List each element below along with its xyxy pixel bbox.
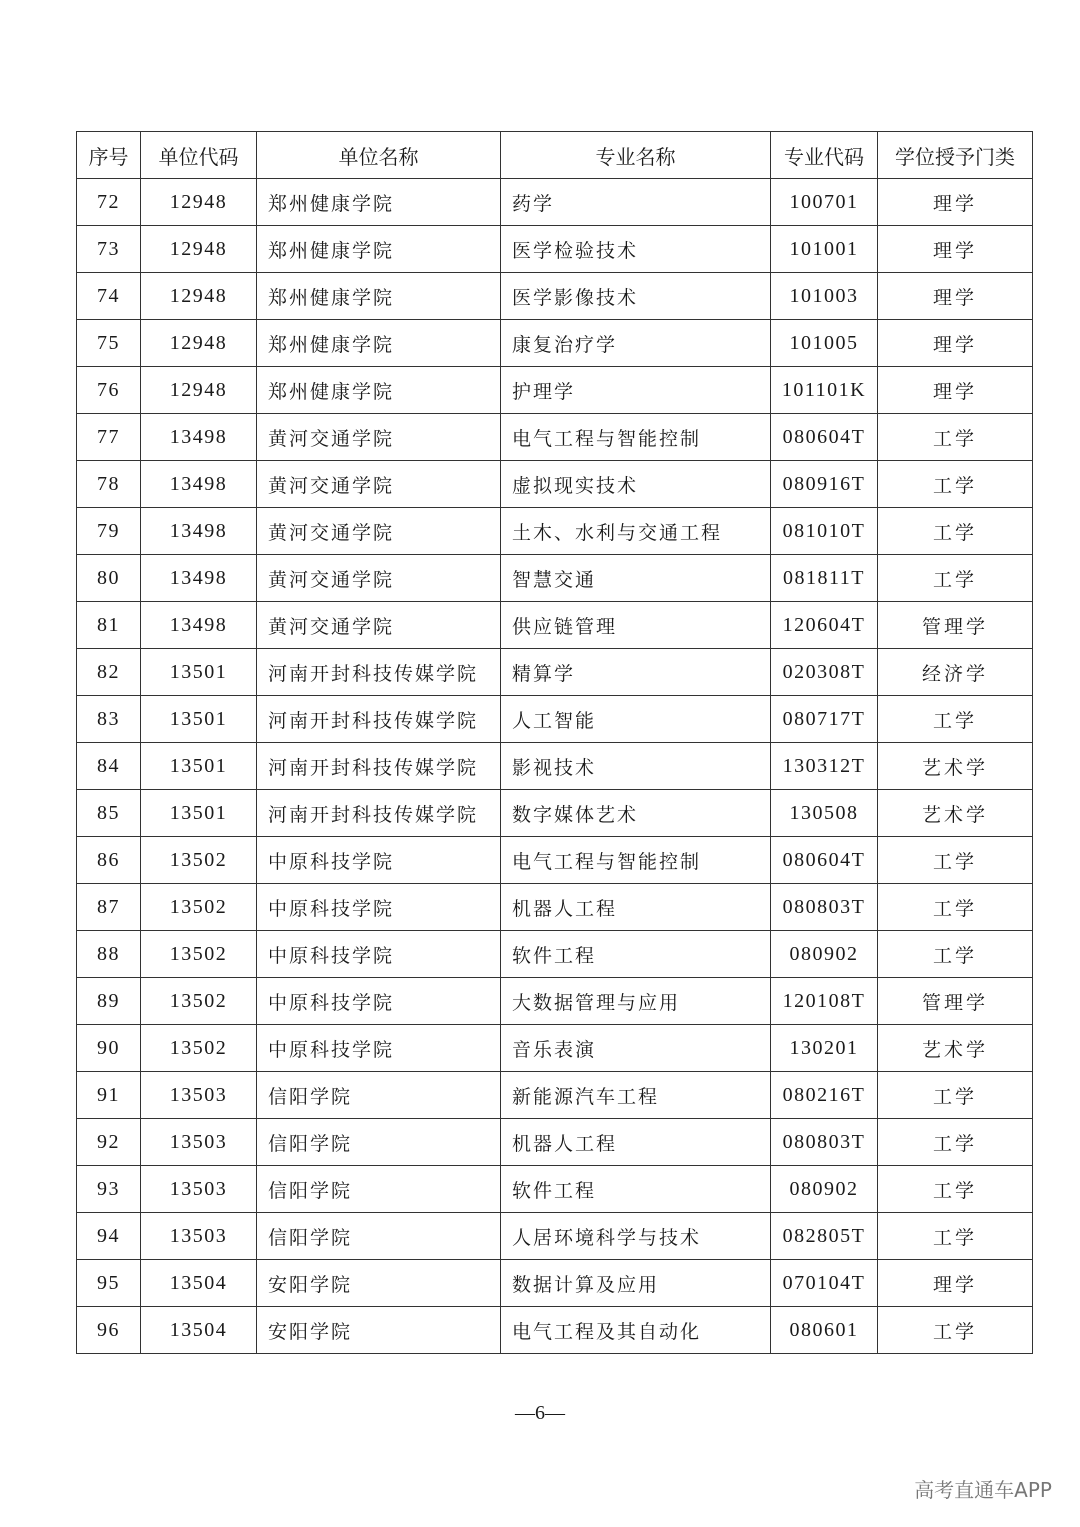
header-unit-name: 单位名称	[257, 132, 501, 179]
table-row	[77, 602, 1033, 649]
row-index: 94	[77, 1213, 141, 1260]
table-row	[77, 931, 1033, 978]
major-name: 医学影像技术	[501, 273, 771, 320]
table-row	[77, 508, 1033, 555]
row-index: 76	[77, 367, 141, 414]
major-code: 080717T	[771, 696, 878, 743]
degree-category: 工学	[878, 837, 1033, 884]
unit-name: 信阳学院	[257, 1213, 501, 1260]
row-index: 83	[77, 696, 141, 743]
major-code: 080902	[771, 1166, 878, 1213]
row-index: 88	[77, 931, 141, 978]
major-name: 大数据管理与应用	[501, 978, 771, 1025]
unit-name: 郑州健康学院	[257, 226, 501, 273]
major-code: 120604T	[771, 602, 878, 649]
major-name: 电气工程及其自动化	[501, 1307, 771, 1354]
table-row	[77, 461, 1033, 508]
table-row	[77, 790, 1033, 837]
unit-name: 黄河交通学院	[257, 508, 501, 555]
unit-name: 中原科技学院	[257, 931, 501, 978]
unit-code: 12948	[141, 179, 257, 226]
table-row	[77, 1166, 1033, 1213]
major-name: 智慧交通	[501, 555, 771, 602]
degree-category: 理学	[878, 179, 1033, 226]
unit-code: 13501	[141, 743, 257, 790]
major-code: 080601	[771, 1307, 878, 1354]
unit-name: 中原科技学院	[257, 837, 501, 884]
row-index: 82	[77, 649, 141, 696]
unit-name: 信阳学院	[257, 1166, 501, 1213]
major-name: 新能源汽车工程	[501, 1072, 771, 1119]
unit-code: 13504	[141, 1307, 257, 1354]
table-row	[77, 978, 1033, 1025]
major-name: 精算学	[501, 649, 771, 696]
unit-name: 黄河交通学院	[257, 555, 501, 602]
unit-name: 信阳学院	[257, 1072, 501, 1119]
unit-code: 13503	[141, 1213, 257, 1260]
table-row	[77, 649, 1033, 696]
major-code: 081811T	[771, 555, 878, 602]
degree-category: 理学	[878, 320, 1033, 367]
unit-code: 13502	[141, 884, 257, 931]
unit-code: 13502	[141, 978, 257, 1025]
unit-name: 黄河交通学院	[257, 414, 501, 461]
major-code: 130508	[771, 790, 878, 837]
major-code: 080803T	[771, 884, 878, 931]
unit-name: 中原科技学院	[257, 978, 501, 1025]
unit-code: 13498	[141, 461, 257, 508]
major-code: 100701	[771, 179, 878, 226]
degree-category: 理学	[878, 226, 1033, 273]
unit-name: 中原科技学院	[257, 884, 501, 931]
major-code: 080604T	[771, 414, 878, 461]
table-row	[77, 1260, 1033, 1307]
major-code: 101003	[771, 273, 878, 320]
table-row	[77, 743, 1033, 790]
major-code: 130312T	[771, 743, 878, 790]
row-index: 78	[77, 461, 141, 508]
unit-code: 13501	[141, 649, 257, 696]
major-name: 人工智能	[501, 696, 771, 743]
major-name: 护理学	[501, 367, 771, 414]
row-index: 77	[77, 414, 141, 461]
table-row	[77, 696, 1033, 743]
degree-category: 工学	[878, 884, 1033, 931]
header-index: 序号	[77, 132, 141, 179]
degree-category: 工学	[878, 1213, 1033, 1260]
unit-code: 12948	[141, 226, 257, 273]
row-index: 72	[77, 179, 141, 226]
major-name: 机器人工程	[501, 1119, 771, 1166]
major-name: 音乐表演	[501, 1025, 771, 1072]
unit-name: 河南开封科技传媒学院	[257, 790, 501, 837]
row-index: 93	[77, 1166, 141, 1213]
row-index: 91	[77, 1072, 141, 1119]
row-index: 81	[77, 602, 141, 649]
table-row	[77, 179, 1033, 226]
table-row	[77, 1119, 1033, 1166]
unit-code: 13498	[141, 508, 257, 555]
row-index: 90	[77, 1025, 141, 1072]
row-index: 96	[77, 1307, 141, 1354]
major-name: 数字媒体艺术	[501, 790, 771, 837]
degree-category: 管理学	[878, 602, 1033, 649]
unit-name: 郑州健康学院	[257, 273, 501, 320]
unit-code: 13502	[141, 931, 257, 978]
row-index: 89	[77, 978, 141, 1025]
row-index: 95	[77, 1260, 141, 1307]
row-index: 87	[77, 884, 141, 931]
degree-category: 艺术学	[878, 790, 1033, 837]
major-code: 081010T	[771, 508, 878, 555]
degree-category: 工学	[878, 461, 1033, 508]
table-row	[77, 367, 1033, 414]
degree-category: 工学	[878, 1307, 1033, 1354]
row-index: 75	[77, 320, 141, 367]
unit-name: 中原科技学院	[257, 1025, 501, 1072]
degree-category: 工学	[878, 1119, 1033, 1166]
table-row	[77, 226, 1033, 273]
watermark: 高考直通车APP	[914, 1478, 1052, 1502]
major-name: 软件工程	[501, 1166, 771, 1213]
major-code: 080803T	[771, 1119, 878, 1166]
unit-code: 12948	[141, 273, 257, 320]
unit-code: 13498	[141, 414, 257, 461]
table-row	[77, 1025, 1033, 1072]
major-name: 电气工程与智能控制	[501, 837, 771, 884]
major-code: 120108T	[771, 978, 878, 1025]
unit-name: 河南开封科技传媒学院	[257, 649, 501, 696]
table-row	[77, 1213, 1033, 1260]
major-name: 机器人工程	[501, 884, 771, 931]
unit-code: 13503	[141, 1072, 257, 1119]
unit-name: 黄河交通学院	[257, 602, 501, 649]
table-row	[77, 1072, 1033, 1119]
row-index: 92	[77, 1119, 141, 1166]
major-name: 康复治疗学	[501, 320, 771, 367]
unit-code: 13501	[141, 696, 257, 743]
header-major-code: 专业代码	[771, 132, 878, 179]
major-code: 070104T	[771, 1260, 878, 1307]
major-code: 101005	[771, 320, 878, 367]
header-major-name: 专业名称	[501, 132, 771, 179]
degree-category: 工学	[878, 931, 1033, 978]
major-code: 101101K	[771, 367, 878, 414]
row-index: 85	[77, 790, 141, 837]
unit-name: 郑州健康学院	[257, 367, 501, 414]
major-code: 080216T	[771, 1072, 878, 1119]
table-row	[77, 555, 1033, 602]
table-row	[77, 414, 1033, 461]
table-row	[77, 320, 1033, 367]
major-name: 供应链管理	[501, 602, 771, 649]
degree-category: 工学	[878, 414, 1033, 461]
table-row	[77, 837, 1033, 884]
row-index: 73	[77, 226, 141, 273]
unit-code: 13502	[141, 837, 257, 884]
unit-name: 河南开封科技传媒学院	[257, 696, 501, 743]
major-name: 土木、水利与交通工程	[501, 508, 771, 555]
header-unit-code: 单位代码	[141, 132, 257, 179]
major-code: 020308T	[771, 649, 878, 696]
degree-category: 管理学	[878, 978, 1033, 1025]
unit-code: 13502	[141, 1025, 257, 1072]
major-code: 130201	[771, 1025, 878, 1072]
degree-category: 工学	[878, 508, 1033, 555]
unit-code: 12948	[141, 367, 257, 414]
unit-code: 13503	[141, 1166, 257, 1213]
header-degree-category: 学位授予门类	[878, 132, 1033, 179]
degree-category: 理学	[878, 273, 1033, 320]
major-name: 药学	[501, 179, 771, 226]
unit-code: 13504	[141, 1260, 257, 1307]
degree-category: 艺术学	[878, 1025, 1033, 1072]
table-row	[77, 273, 1033, 320]
major-code: 101001	[771, 226, 878, 273]
unit-code: 13498	[141, 602, 257, 649]
major-code: 080916T	[771, 461, 878, 508]
row-index: 74	[77, 273, 141, 320]
table-row	[77, 884, 1033, 931]
degree-category: 工学	[878, 1072, 1033, 1119]
majors-table	[76, 131, 1033, 1354]
page-number: —6—	[515, 1402, 565, 1424]
unit-code: 13498	[141, 555, 257, 602]
major-name: 医学检验技术	[501, 226, 771, 273]
degree-category: 工学	[878, 696, 1033, 743]
table-row	[77, 1307, 1033, 1354]
unit-name: 河南开封科技传媒学院	[257, 743, 501, 790]
degree-category: 艺术学	[878, 743, 1033, 790]
unit-name: 安阳学院	[257, 1307, 501, 1354]
unit-code: 13503	[141, 1119, 257, 1166]
major-code: 080902	[771, 931, 878, 978]
degree-category: 理学	[878, 1260, 1033, 1307]
unit-name: 郑州健康学院	[257, 320, 501, 367]
major-name: 影视技术	[501, 743, 771, 790]
row-index: 84	[77, 743, 141, 790]
degree-category: 工学	[878, 1166, 1033, 1213]
row-index: 79	[77, 508, 141, 555]
unit-code: 13501	[141, 790, 257, 837]
unit-name: 信阳学院	[257, 1119, 501, 1166]
major-name: 人居环境科学与技术	[501, 1213, 771, 1260]
unit-code: 12948	[141, 320, 257, 367]
degree-category: 理学	[878, 367, 1033, 414]
major-name: 软件工程	[501, 931, 771, 978]
unit-name: 黄河交通学院	[257, 461, 501, 508]
degree-category: 经济学	[878, 649, 1033, 696]
row-index: 80	[77, 555, 141, 602]
major-code: 080604T	[771, 837, 878, 884]
major-name: 电气工程与智能控制	[501, 414, 771, 461]
major-name: 虚拟现实技术	[501, 461, 771, 508]
unit-name: 郑州健康学院	[257, 179, 501, 226]
row-index: 86	[77, 837, 141, 884]
major-name: 数据计算及应用	[501, 1260, 771, 1307]
major-code: 082805T	[771, 1213, 878, 1260]
table-header-row	[77, 132, 1033, 179]
unit-name: 安阳学院	[257, 1260, 501, 1307]
degree-category: 工学	[878, 555, 1033, 602]
